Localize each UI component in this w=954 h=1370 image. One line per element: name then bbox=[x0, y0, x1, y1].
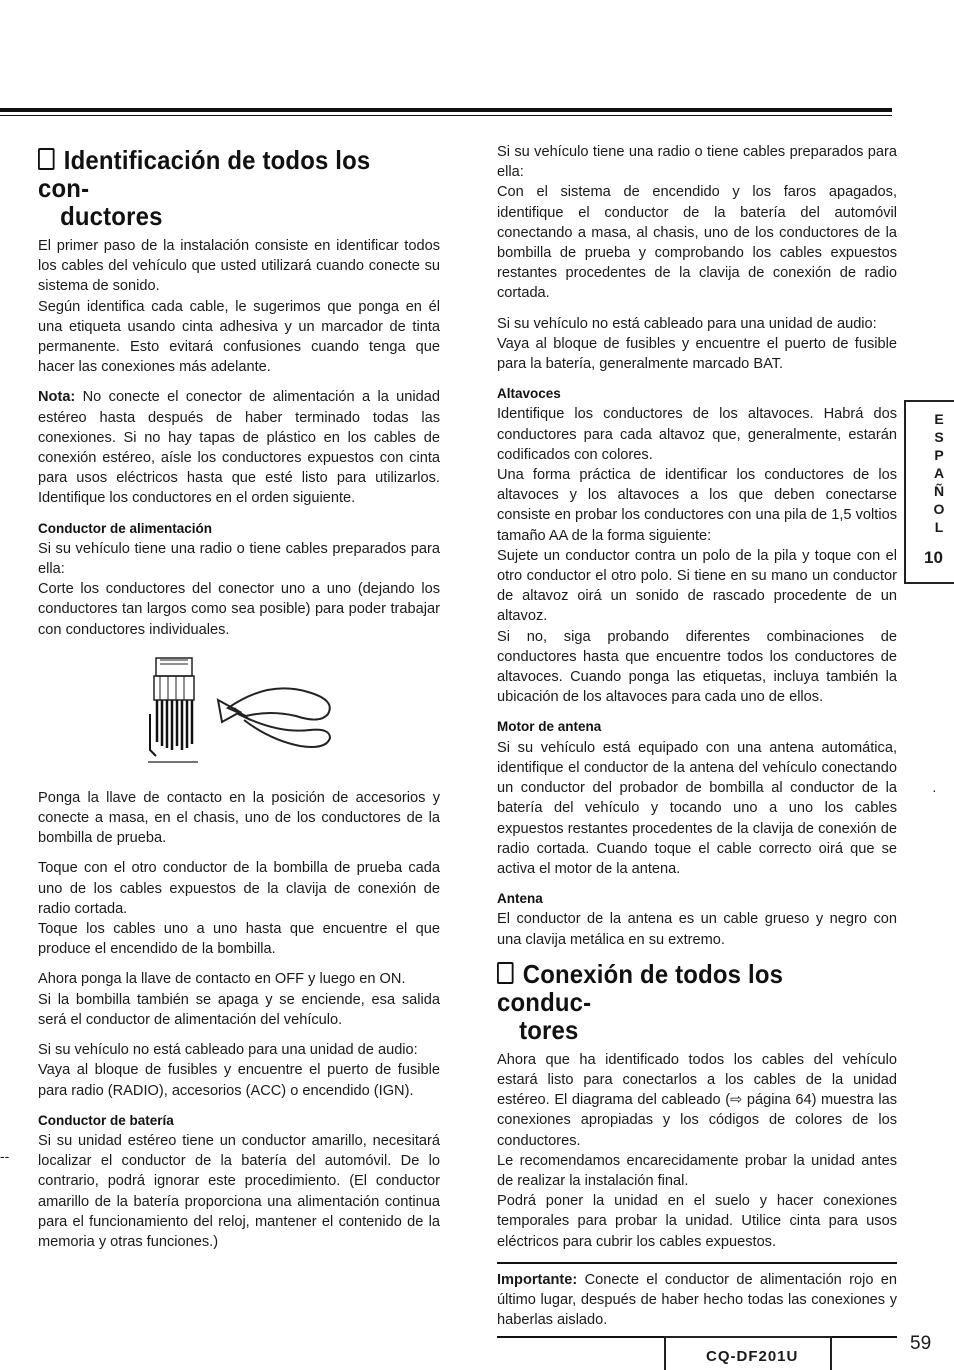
section-number: 10 bbox=[924, 548, 943, 567]
important-paragraph bbox=[497, 1270, 897, 1331]
connection-paragraph-1: Ahora que ha identificado todos los cables del vehículo estará listo para conectarlos a los cables de la unidad estéreo. El diagrama del cableado (⇨ página 64) muestra las conexiones apropiadas y los códigos de colores de los conductores. bbox=[497, 1051, 897, 1149]
section-title-line1: Identificación de todos los con- bbox=[38, 145, 371, 203]
section-title-line2: tores bbox=[519, 1014, 579, 1045]
paragraph-accessory: Ponga la llave de contacto en la posición de accesorios y conecte a masa, en el chasis, uno de los conductores de la bombilla de prueba. bbox=[38, 789, 440, 847]
margin-dot: · bbox=[932, 782, 937, 798]
model-number: CQ-DF201U bbox=[706, 1348, 799, 1365]
note-text: No conecte el conector de alimentación a la unidad estéreo hasta después de haber terminado todas las conexiones. Si no hay tapas de plástico en los cables de conexión estéreo, aísle los conductores expuestos con cinta para usos eléctricos hasta que esté listo para utilizarlos. Identifique los conductores en el orden siguiente. bbox=[38, 389, 440, 507]
paragraph-nowire-2: Vaya al bloque de fusibles y encuentre el puerto de fusible para radio (RADIO), accesorios (ACC) o encendido (IGN). bbox=[38, 1062, 440, 1099]
antenna-paragraph: El conductor de la antena es un cable grueso y negro con una clavija metálica en su extremo. bbox=[497, 911, 897, 948]
note-paragraph bbox=[38, 387, 440, 508]
checkbox-square-icon bbox=[38, 148, 55, 170]
heading-antenna-motor: Motor de antena bbox=[497, 719, 602, 735]
section-title-identification bbox=[38, 146, 408, 230]
tab-letter: E bbox=[934, 411, 944, 427]
antenna-motor-paragraph: Si su vehículo está equipado con una antena automática, identifique el conductor de la antena del vehículo conectando un conductor del probador de bombilla al conductor de la batería del vehículo y tocando uno a uno los cables expuestos restantes procedentes de la clavija de conexión de radio cortada. Cuando toque el cable correcto oirá que se activa el motor de la antena. bbox=[497, 739, 897, 877]
power-paragraph-2: Corte los conductores del conector uno a uno (dejando los conductores tan largos como sea posible) para poder trabajar con conductores individuales. bbox=[38, 581, 440, 638]
paragraph-labels: Según identifica cada cable, le sugerimos que ponga en él una etiqueta usando cinta adhesiva y un marcador de tinta permanente. Esto evitará confusiones cuando tenga que hacer las conexiones más adelante. bbox=[38, 298, 440, 376]
paragraph-nowire-1: Si su vehículo no está cableado para una unidad de audio: bbox=[38, 1042, 418, 1059]
paragraph-touch-1: Toque con el otro conductor de la bombilla de prueba cada uno de los cables expuestos de la clavija de conexión de radio cortada. bbox=[38, 860, 440, 917]
speakers-paragraph-1: Identifique los conductores de los altavoces. Habrá dos conductores para cada altavoz que, generalmente, estarán codificados con colores. bbox=[497, 406, 897, 463]
wire-cutter-icon bbox=[38, 650, 440, 778]
left-column bbox=[38, 140, 440, 1262]
top-rule bbox=[0, 108, 892, 112]
paragraph-off-1: Ahora ponga la llave de contacto en OFF y luego en ON. bbox=[38, 971, 406, 988]
margin-mark: -‑ bbox=[0, 1148, 10, 1164]
tab-letter: O bbox=[933, 501, 945, 517]
heading-battery-conductor: Conductor de batería bbox=[38, 1112, 174, 1128]
important-note-box bbox=[497, 1262, 897, 1339]
language-letters bbox=[928, 410, 950, 536]
speakers-paragraph-3: Sujete un conductor contra un polo de la pila y toque con el otro conductor el otro polo. Si tiene en su mano un conductor de altavoz oirá un sonido de rascado procedente de un altavoz. bbox=[497, 547, 897, 625]
heading-speakers: Altavoces bbox=[497, 386, 561, 402]
tab-letter: Ñ bbox=[933, 483, 945, 499]
speakers-paragraph-2: Una forma práctica de identificar los conductores de los altavoces y los altavoces a los que deben conectarse consiste en probar los conductores con una pila de 1,5 voltios tamaño AA de la forma siguiente: bbox=[497, 467, 897, 544]
power-paragraph-1: Si su vehículo tiene una radio o tiene cables preparados para ella: bbox=[38, 540, 440, 578]
paragraph-intro: El primer paso de la instalación consiste en identificar todos los cables del vehículo que usted utilizará cuando conecte su sistema de sonido. bbox=[38, 238, 440, 295]
section-title-connection bbox=[497, 960, 865, 1044]
checkbox-square-icon bbox=[497, 962, 514, 984]
paragraph-radio-1: Si su vehículo tiene una radio o tiene cables preparados para ella: bbox=[497, 144, 897, 181]
connection-paragraph-2: Le recomendamos encarecidamente probar la unidad antes de realizar la instalación final. bbox=[497, 1152, 897, 1189]
tab-letter: A bbox=[933, 465, 945, 481]
paragraph-nowire-right-1: Si su vehículo no está cableado para una unidad de audio: bbox=[497, 315, 877, 332]
note-label: Nota: bbox=[38, 389, 76, 406]
connector-and-cutter-illustration bbox=[38, 650, 440, 778]
page-number: 59 bbox=[910, 1333, 932, 1354]
tab-letter: L bbox=[934, 519, 944, 535]
heading-power-conductor: Conductor de alimentación bbox=[38, 520, 213, 536]
section-title-line2: ductores bbox=[60, 201, 163, 231]
heading-antenna: Antena bbox=[497, 891, 543, 907]
important-text: Conecte el conductor de alimentación rojo en último lugar, después de haber hecho todas las conexiones y haberlas aislado. bbox=[497, 1271, 897, 1329]
paragraph-touch-2: Toque los cables uno a uno hasta que encuentre el que produce el encendido de la bombilla. bbox=[38, 921, 440, 958]
speakers-paragraph-4: Si no, siga probando diferentes combinaciones de conductores hasta que encuentre todos los conductores de altavoces. Cuando ponga las etiquetas, incluya también la ubicación de los altavoces para cada uno de ellos. bbox=[497, 628, 897, 706]
tab-letter: P bbox=[934, 447, 944, 463]
paragraph-nowire-right-2: Vaya al bloque de fusibles y encuentre el puerto de fusible para la batería, generalmente marcado BAT. bbox=[497, 335, 897, 373]
right-column bbox=[497, 142, 897, 1338]
connection-paragraph-3: Podrá poner la unidad en el suelo y hacer conexiones temporales para probar la unidad. Utilice cinta para usos eléctricos para cubrir los cables expuestos. bbox=[497, 1193, 897, 1250]
section-title-line1: Conexión de todos los conduc- bbox=[497, 958, 784, 1017]
top-rule-thin bbox=[0, 115, 892, 116]
language-side-tab bbox=[904, 400, 954, 584]
paragraph-radio-2: Con el sistema de encendido y los faros apagados, identifique el conductor de la batería del automóvil conectando a masa, al chasis, uno de los conductores de la bombilla de prueba y comprobando los cables expuestos restantes procedentes de la clavija de conexión de radio cortada. bbox=[497, 184, 897, 302]
tab-letter: S bbox=[934, 429, 944, 445]
paragraph-off-2: Si la bombilla también se apaga y se enciende, esa salida será el conductor de alimentación del vehículo. bbox=[38, 991, 440, 1028]
important-label: Importante: bbox=[497, 1271, 578, 1288]
battery-paragraph: Si su unidad estéreo tiene un conductor amarillo, necesitará localizar el conductor de la batería del automóvil. De lo contrario, podrá ignorar este procedimiento. (El conductor amarillo de la batería proporciona una alimentación continua para el funcionamiento del reloj, mantener el contenido de la memoria y otras funciones.) bbox=[38, 1132, 440, 1250]
